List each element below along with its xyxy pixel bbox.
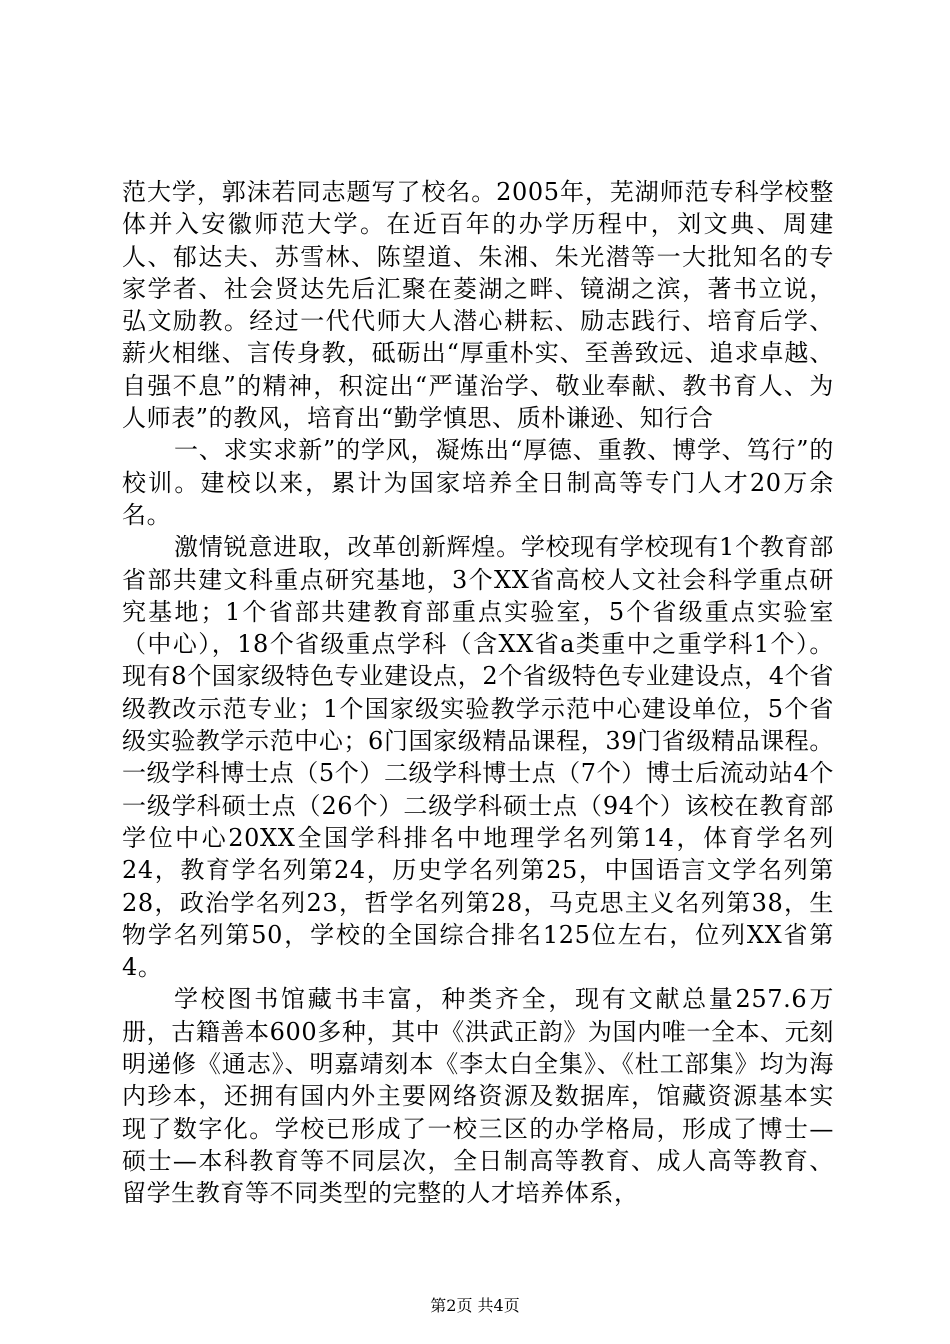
page-number-footer: 第2页 共4页	[430, 1296, 520, 1315]
paragraph-3: 激情锐意进取，改革创新辉煌。学校现有学校现有1个教育部省部共建文科重点研究基地，3个XX省高校人文社会科学重点研究基地；1个省部共建教育部重点实验室，5个省级重点实验室（中心），18个省级重点学科（含XX省a类重中之重学科1个）。现有8个国家级特色专业建设点，2个省级特色专业建设点，4个省级教改示范专业；1个国家级实验教学示范中心建设单位，5个省级实验教学示范中心；6门国家级精品课程，39门省级精品课程。一级学科博士点（5个）二级学科博士点（7个）博士后流动站4个一级学科硕士点（26个）二级学科硕士点（94个）该校在教育部学位中心20XX全国学科排名中地理学名列第14，体育学名列24，教育学名列第24，历史学名列第25，中国语言文学名列第28，政治学名列23，哲学名列第28，马克思主义名列第38，生物学名列第50，学校的全国综合排名125位左右，位列XX省第4。	[122, 533, 834, 982]
paragraph-4: 学校图书馆藏书丰富，种类齐全，现有文献总量257.6万册，古籍善本600多种，其中《洪武正韵》为国内唯一全本、元刻明递修《通志》、明嘉靖刻本《李太白全集》、《杜工部集》均为海内珍本，还拥有国内外主要网络资源及数据库，馆藏资源基本实现了数字化。学校已形成了一校三区的办学格局，形成了博士—硕士—本科教育等不同层次，全日制高等教育、成人高等教育、留学生教育等不同类型的完整的人才培养体系，	[122, 985, 834, 1208]
paragraph-2: 一、求实求新”的学风，凝炼出“厚德、重教、博学、笃行”的校训。建校以来，累计为国家培养全日制高等专门人才20万余名。	[122, 436, 834, 529]
paragraph-1: 范大学，郭沫若同志题写了校名。2005年，芜湖师范专科学校整体并入安徽师范大学。在近百年的办学历程中，刘文典、周建人、郁达夫、苏雪林、陈望道、朱湘、朱光潜等一大批知名的专家学者、社会贤达先后汇聚在菱湖之畔、镜湖之滨，著书立说，弘文励教。经过一代代师大人潜心耕耘、励志践行、培育后学、薪火相继、言传身教，砥砺出“厚重朴实、至善致远、追求卓越、自强不息”的精神，积淀出“严谨治学、敬业奉献、教书育人、为人师表”的教风，培育出“勤学慎思、质朴谦逊、知行合	[122, 178, 834, 433]
document-body	[122, 176, 834, 1210]
